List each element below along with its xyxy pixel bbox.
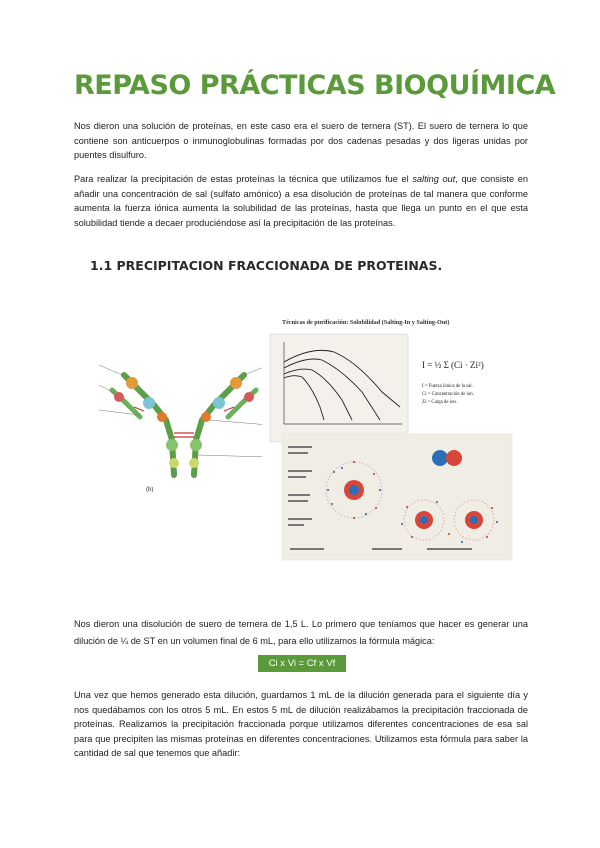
protein-molecule-top	[432, 450, 448, 466]
antibody-light-chains	[112, 390, 256, 417]
paragraph-salting-out	[74, 172, 528, 230]
disulfide-bonds	[134, 407, 234, 437]
paragraph-salting-out-end: , que consiste en añadir una concentración de sal (sulfato amónico) a esa disolución de proteínas de tal manera que conforme aumenta la fuerza iónica aumenta la solubilidad de las proteínas, hasta que llega un punto en el que esta solubilidad tiende a decaer produciéndose así la precipitación de las proteínas.	[74, 174, 528, 228]
ionic-strength-formula: I = ½ Σ (Ci · Zi²)	[422, 360, 484, 370]
solubility-figure	[262, 312, 518, 564]
salting-out-term: salting out	[412, 174, 456, 184]
legend-line-1: I = Fuerza iónica de la sal.	[422, 384, 473, 389]
antibody-heavy-chains	[124, 375, 244, 475]
paragraph-salting-out-start: Para realizar la precipitación de estas proteínas la técnica que utilizamos fue el	[74, 174, 413, 184]
paragraph-dilution: Nos dieron una disolución de suero de ternera de 1,5 L. Lo primero que teníamos que hacer es generar una dilución de ¼ de ST en un volumen final de 6 mL, para ello utilizamos la fórmula mágica:	[74, 619, 528, 646]
solubility-figure-title: Técnicas de purificación: Solubilidad (Salting-In y Salting-Out)	[282, 319, 450, 326]
legend-line-3: Zi = Carga de ion.	[422, 400, 457, 405]
solubility-chart	[270, 334, 408, 442]
antibody-domains	[114, 377, 254, 468]
salting-diagram	[282, 434, 512, 560]
paragraph-intro: Nos dieron una solución de proteínas, en este caso era el suero de ternera (ST). El suero de ternera lo que contiene son anticuerpos o inmunoglobulinas formadas por dos cadenas pesadas y dos ligeras unidas por puentes disulfuro.	[74, 121, 528, 160]
antibody-figure-label: (b)	[146, 487, 154, 493]
page-title: REPASO PRÁCTICAS BIOQUÍMICA	[74, 70, 556, 101]
paragraph-precipitation: Una vez que hemos generado esta dilución, guardamos 1 mL de la dilución generada para el siguiente día y nos quedábamos con los otros 5 mL. En estos 5 mL de dilución realizábamos la precipitación fraccionada de proteínas. Realizamos la precipitación fraccionada porque utilizamos diferentes concentraciones de esa sal para que precipiten las mismas proteínas en diferentes concentraciones. Utilizamos esta fórmula para saber la cantidad de sal que tenemos que añadir:	[74, 690, 528, 758]
dilution-formula: Ci x Vi = Cf x Vf	[258, 655, 346, 672]
section-heading: 1.1 PRECIPITACION FRACCIONADA DE PROTEINAS.	[90, 258, 443, 273]
antibody-illustration	[94, 345, 274, 495]
legend-line-2: Ci = Concentración de ion.	[422, 392, 474, 397]
